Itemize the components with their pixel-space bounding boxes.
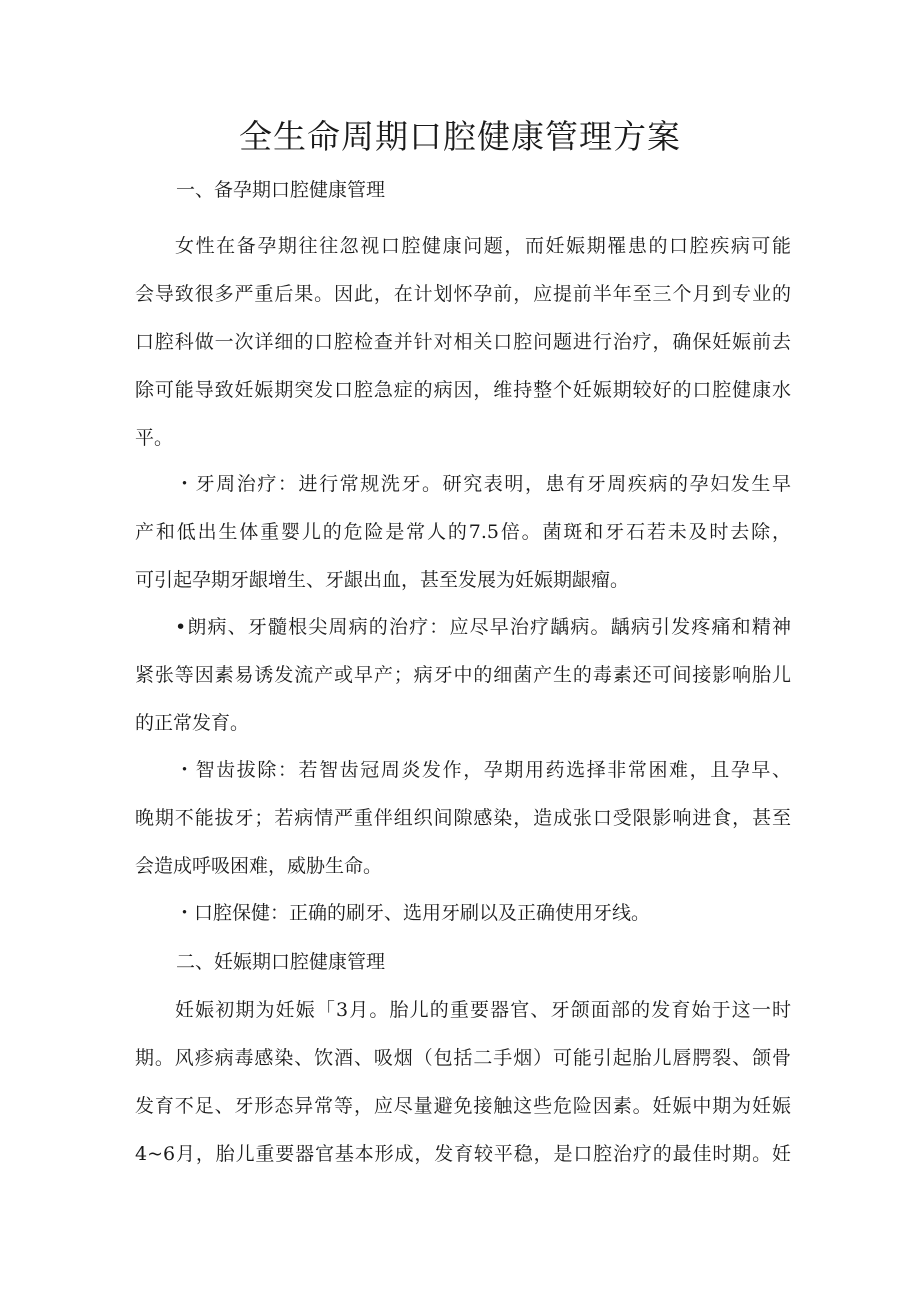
text-line: 会造成呼吸困难，威胁生命。 <box>135 855 383 877</box>
section-heading-pregnancy: 二、妊娠期口腔健康管理 <box>176 951 386 973</box>
text-line: 晚期不能拔牙；若病情严重伴组织间隙感染，造成张口受限影响进食，甚至 <box>135 807 791 829</box>
paragraph-wisdom-tooth-extraction <box>135 746 791 890</box>
text-line: ・牙周治疗：进行常规洗牙。研究表明，患有牙周疾病的孕妇发生早 <box>175 473 791 495</box>
paragraph-pre-pregnancy-intro <box>135 222 791 462</box>
text-line: 会导致很多严重后果。因此，在计划怀孕前，应提前半年至三个月到专业的 <box>135 283 791 305</box>
paragraph-oral-care <box>135 889 791 937</box>
text-line: 除可能导致妊娠期突发口腔急症的病因，维持整个妊娠期较好的口腔健康水 <box>135 379 791 401</box>
paragraph-pregnancy-intro <box>135 986 791 1178</box>
text-line: ・口腔保健：正确的刷牙、选用牙刷以及正确使用牙线。 <box>175 902 651 924</box>
text-line: 4~6月，胎儿重要器官基本形成，发育较平稳，是口腔治疗的最佳时期。妊 <box>135 1143 791 1165</box>
text-line: 期。风疹病毒感染、饮酒、吸烟（包括二手烟）可能引起胎儿唇腭裂、颌骨 <box>135 1047 791 1069</box>
text-line: 发育不足、牙形态异常等，应尽量避免接触这些危险因素。妊娠中期为妊娠 <box>135 1095 791 1117</box>
paragraph-caries-treatment <box>135 603 791 747</box>
text-line: 女性在备孕期往往忽视口腔健康问题，而妊娠期罹患的口腔疾病可能 <box>175 235 791 257</box>
text-line: 妊娠初期为妊娠「3月。胎儿的重要器官、牙颌面部的发育始于这一时 <box>175 999 791 1021</box>
text-line: 产和低出生体重婴儿的危险是常人的7.5倍。菌斑和牙石若未及时去除， <box>135 521 791 543</box>
text-line: 口腔科做一次详细的口腔检查并针对相关口腔问题进行治疗，确保妊娠前去 <box>135 331 791 353</box>
text-line: •朗病、牙髓根尖周病的治疗：应尽早治疗龋病。龋病引发疼痛和精神 <box>175 616 791 638</box>
paragraph-periodontal-treatment <box>135 460 791 604</box>
text-line: 可引起孕期牙龈增生、牙龈出血，甚至发展为妊娠期龈瘤。 <box>135 569 630 591</box>
text-line: 紧张等因素易诱发流产或早产；病牙中的细菌产生的毒素还可间接影响胎儿 <box>135 664 791 686</box>
text-line: ・智齿拔除：若智齿冠周炎发作，孕期用药选择非常困难，且孕早、 <box>175 759 791 781</box>
text-line: 平。 <box>135 427 174 449</box>
section-heading-pre-pregnancy: 一、备孕期口腔健康管理 <box>176 179 386 201</box>
document-title: 全生命周期口腔健康管理方案 <box>239 117 681 156</box>
text-line: 的正常发育。 <box>135 712 250 734</box>
